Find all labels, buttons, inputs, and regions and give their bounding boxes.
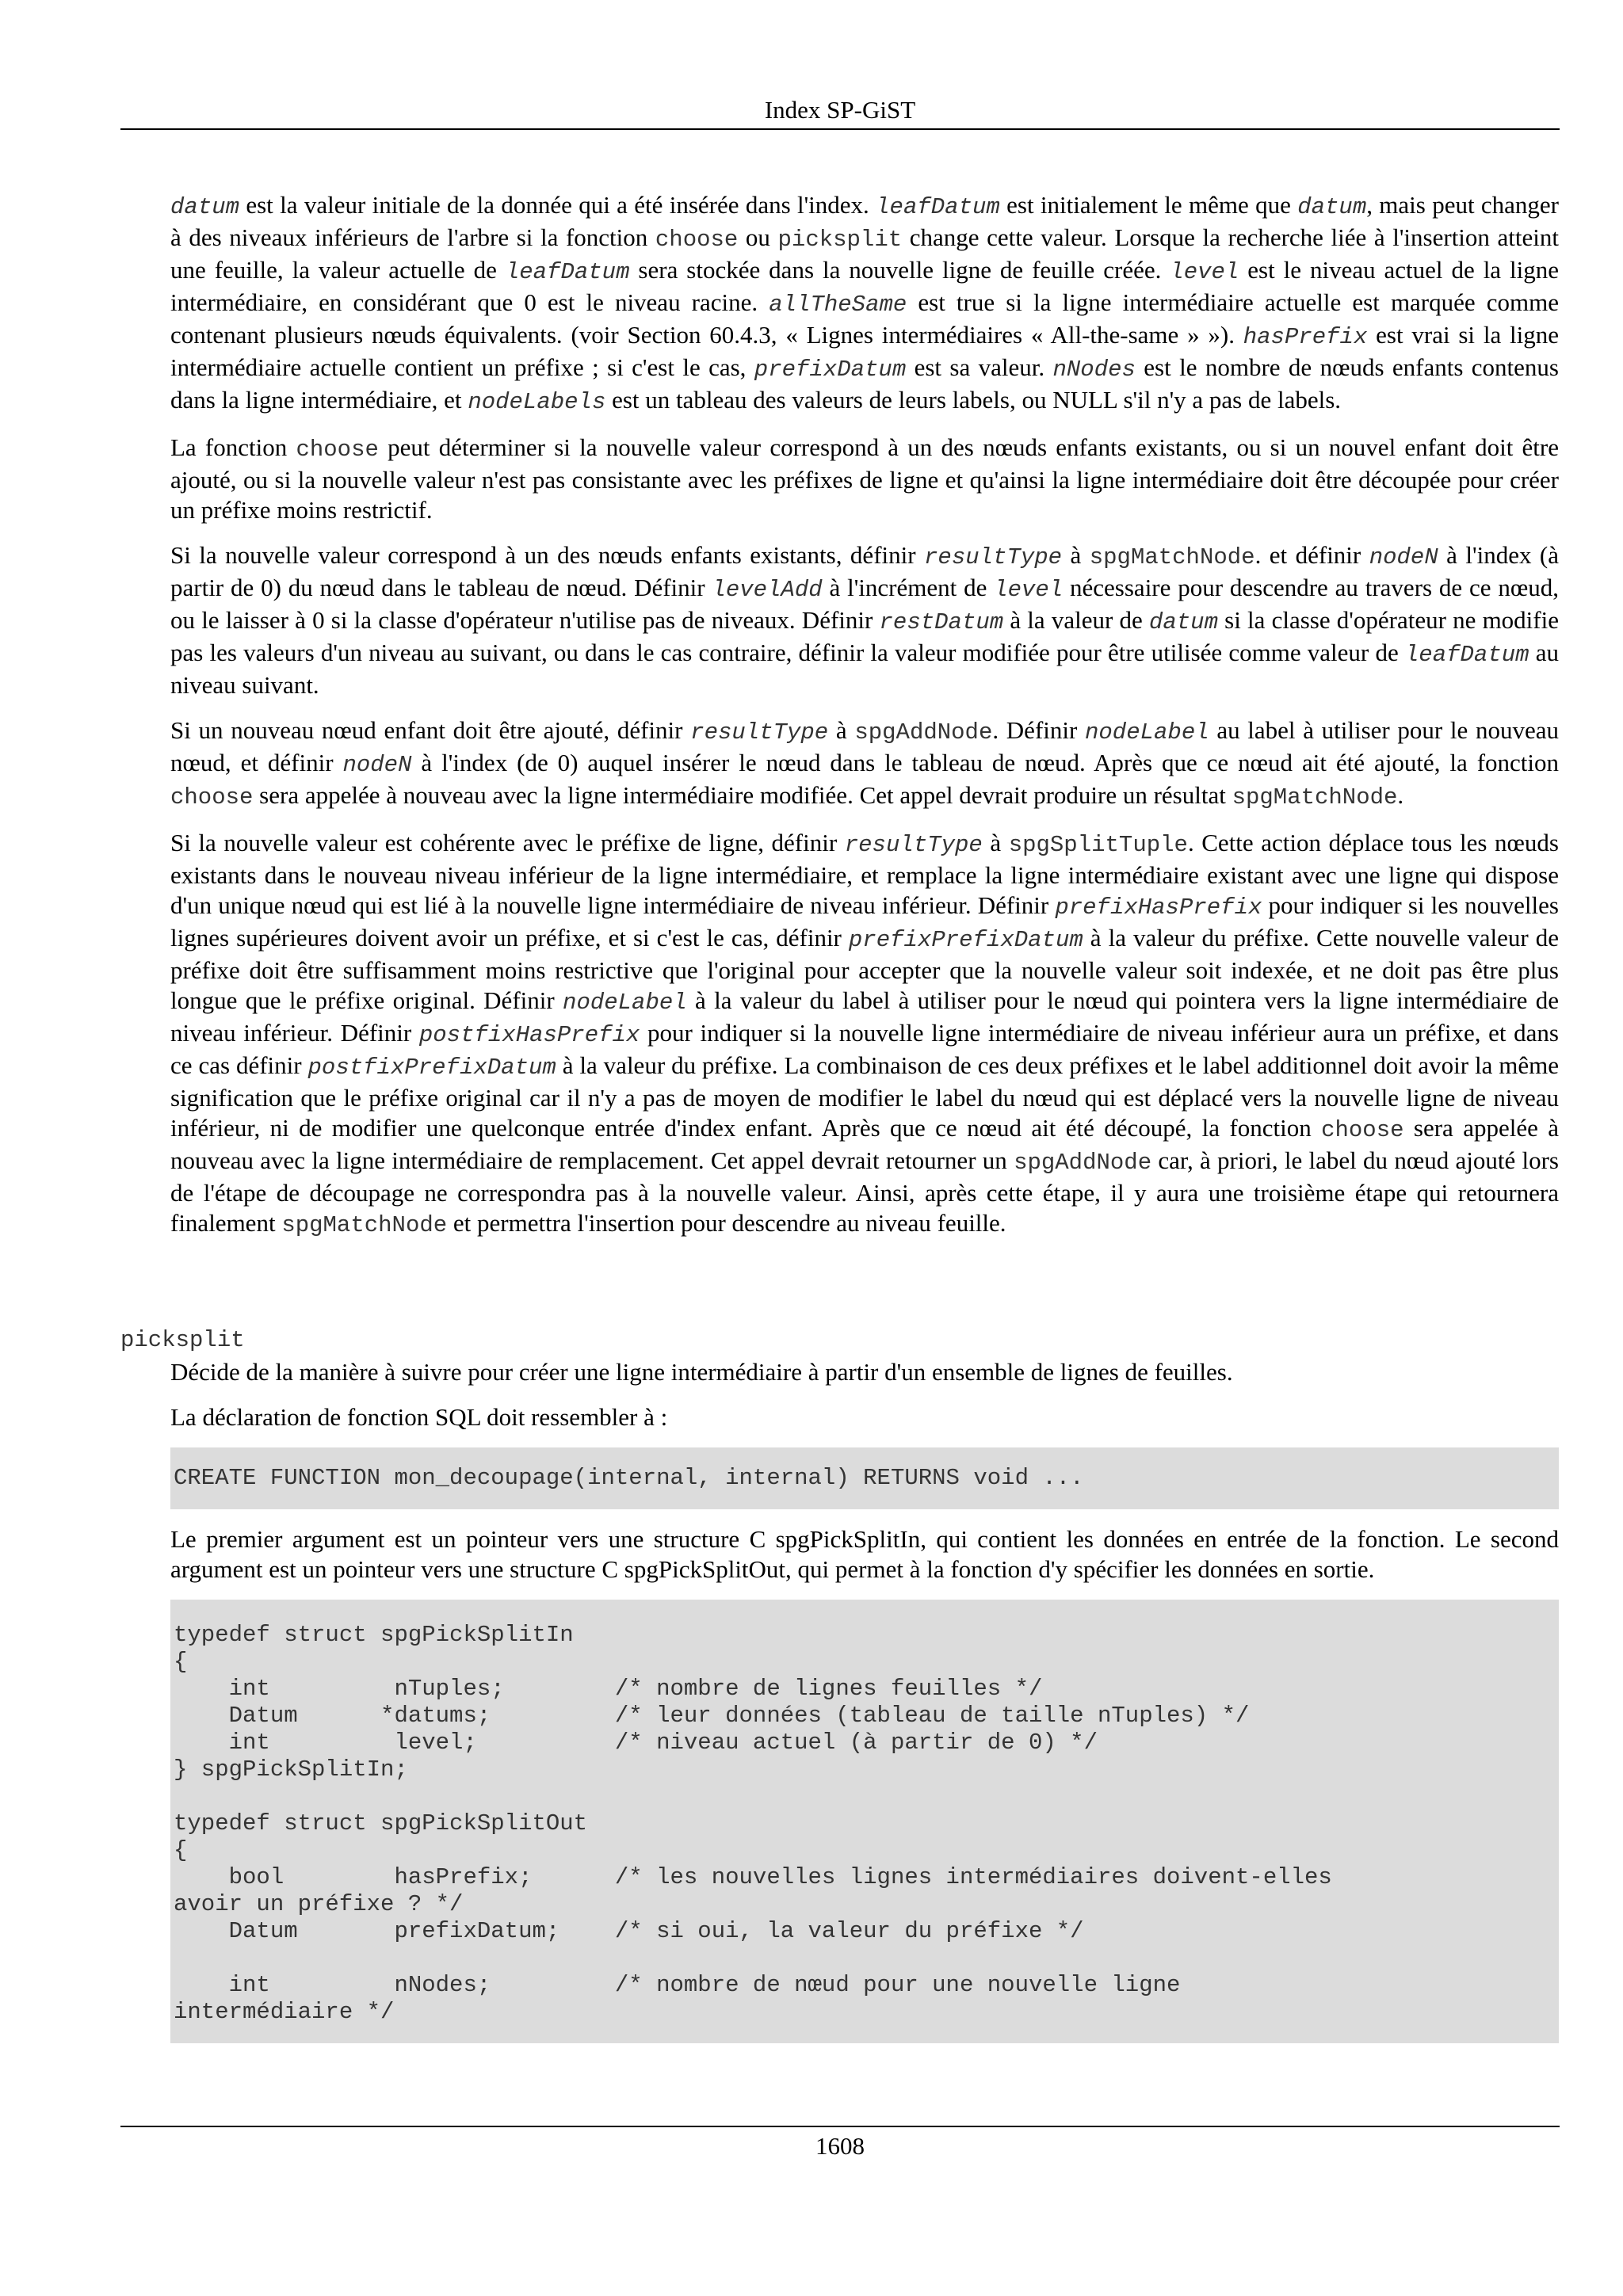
picksplit-term: picksplit (120, 1327, 245, 1353)
declaration-intro: La déclaration de fonction SQL doit ressembler à : (170, 1403, 668, 1431)
struct-definition-code: typedef struct spgPickSplitIn { int nTuples; /* nombre de lignes feuilles */ Datum *datums; /* leur données (tableau de taille nTuples) */ int level; /* niveau actuel (à partir de 0) */ } spgPickSplitIn; typedef struct spgPickSplitOut { bool hasPrefix; /* les nouvelles lignes intermédiaires doivent-elles avoir un préfixe ? */ Datum prefixDatum; /* si oui, la valeur du préfixe */ int nNodes; /* nombre de nœud pour une nouvelle ligne intermédiaire */ (170, 1600, 1559, 2043)
code-term: leafDatum (876, 194, 1000, 220)
text: nécessaire pour descendre au travers de ce nœud, ou le laisser à 0 si la classe d'opérateur n'utilise pas de niveaux. Définir (170, 574, 1560, 634)
code-term: postfixPrefixDatum (307, 1055, 556, 1081)
text: au niveau suivant. (170, 639, 1559, 699)
code-term: nodeLabel (1085, 719, 1209, 746)
code-term: leafDatum (505, 259, 630, 285)
code-term: postfixHasPrefix (418, 1022, 640, 1048)
code-term: spgAddNode (854, 719, 993, 746)
text: . et définir (1254, 541, 1369, 569)
code-term: allTheSame (769, 292, 907, 318)
paragraph-add-node (170, 715, 1559, 813)
code-term: choose (170, 784, 254, 810)
text: est le nombre de nœuds enfants contenus dans la ligne intermédiaire, et (170, 353, 1559, 414)
text: Si un nouveau nœud enfant doit être ajouté, définir (170, 716, 691, 744)
text: à (982, 829, 1009, 856)
text: pour indiquer si les nouvelles lignes supérieures doivent avoir un préfixe, et si c'est le cas, définir (170, 891, 1559, 952)
code-term: resultType (924, 544, 1063, 570)
text: Si la nouvelle valeur est cohérente avec le préfixe de ligne, définir (170, 829, 845, 856)
text: à la valeur du préfixe. La combinaison de ces deux préfixes et le label additionnel doit avoir la même signification que le préfixe original car il n'y a pas de moyen de modifier le label du nœud qui est déplacé vers la nouvelle ligne de niveau inférieur, ni de modifier une quelconque entrée d'index enfant. Après que ce nœud ait été découpé, la fonction (170, 1051, 1560, 1142)
code-term: spgSplitTuple (1008, 832, 1188, 858)
text: peut déterminer si la nouvelle valeur correspond à un des nœuds enfants existants, ou si un nouvel enfant doit être ajouté, ou si la nouvelle valeur n'est pas consistante avec les préfixes de ligne et qu'ainsi la ligne intermédiaire doit être découpée pour créer un préfixe moins restrictif. (170, 433, 1559, 524)
picksplit-description (170, 1357, 1559, 2058)
text: à (828, 716, 855, 744)
code-term: spgAddNode (1014, 1150, 1152, 1176)
text: est true si la ligne intermédiaire actuelle est marquée comme contenant plusieurs nœuds équivalents. (voir Section 60.4.3, « Lignes intermédiaires « All-the-same » »). (170, 288, 1559, 349)
code-term: level (994, 577, 1064, 603)
text: est sa valeur. (906, 353, 1053, 381)
running-header: Index SP-GiST (764, 96, 916, 124)
text: sera stockée dans la nouvelle ligne de feuille créée. (629, 256, 1170, 284)
text: si la classe d'opérateur ne modifie pas les valeurs d'un niveau au suivant, ou dans le cas contraire, définir la valeur modifiée pour être utilisée comme valeur de (170, 606, 1559, 666)
code-term: spgMatchNode (1089, 544, 1255, 570)
choose-description (170, 190, 1559, 1256)
text: à la valeur du label à utiliser pour le nœud qui pointera vers la ligne intermédiaire de niveau inférieur. Définir (170, 986, 1559, 1047)
text: ou (738, 223, 778, 251)
text: est initialement le même que (999, 191, 1298, 219)
text: est la valeur initiale de la donnée qui a été insérée dans l'index. (239, 191, 876, 219)
text: est un tableau des valeurs de leurs labels, ou NULL s'il n'y a pas de labels. (605, 386, 1342, 414)
code-term: datum (170, 194, 240, 220)
text: , mais peut changer à des niveaux inférieurs de l'arbre si la fonction (170, 191, 1559, 251)
code-term: nodeLabel (563, 990, 687, 1016)
code-term: leafDatum (1404, 642, 1529, 668)
code-term: spgMatchNode (1232, 784, 1398, 810)
text: . Cette action déplace tous les nœuds existants dans le nouveau niveau inférieur de la ligne intermédiaire, et remplace la ligne intermédiaire existant avec une ligne qui dispose d'un unique nœud qui est lié à la nouvelle ligne intermédiaire de niveau inférieur. Définir (170, 829, 1559, 919)
text: est vrai si la ligne intermédiaire actuelle contient un préfixe ; si c'est le cas, (170, 321, 1559, 381)
text: . Définir (992, 716, 1085, 744)
code-term: prefixDatum (754, 357, 907, 383)
code-term: nodeN (1369, 544, 1438, 570)
text: sera appelée à nouveau avec la ligne intermédiaire modifiée. Cet appel devrait produire un résultat (253, 781, 1232, 809)
text: pour indiquer si la nouvelle ligne intermédiaire de niveau inférieur aura un préfixe, et dans ce cas définir (170, 1019, 1559, 1079)
code-term: hasPrefix (1243, 324, 1368, 350)
text: sera appelée à nouveau avec la ligne intermédiaire de remplacement. Cet appel devrait retourner un (170, 1114, 1559, 1174)
text: et permettra l'insertion pour descendre au niveau feuille. (447, 1209, 1006, 1237)
text: car, à priori, le label du nœud ajouté lors de l'étape de découpage ne correspondra pas à la nouvelle valeur. Ainsi, après cette étape, il y aura une troisième étape qui retournera finalement (170, 1146, 1559, 1237)
text: La fonction (170, 433, 296, 461)
text: est le niveau actuel de la ligne intermédiaire, en considérant que 0 est le niveau racine. (170, 256, 1560, 316)
text: à l'index (à partir de 0) du nœud dans le tableau de nœud. Définir (170, 541, 1559, 601)
text: à l'incrément de (822, 574, 995, 601)
paragraph-choose-outcomes (170, 433, 1559, 525)
page-number: 1608 (815, 2132, 865, 2160)
text: au label à utiliser pour le nouveau nœud, et définir (170, 716, 1559, 776)
code-term: nNodes (1052, 357, 1136, 383)
code-term: nodeLabels (468, 389, 606, 415)
paragraph-choose-inputs (170, 190, 1559, 418)
code-term: resultType (690, 719, 829, 746)
code-term: choose (655, 227, 739, 253)
header-rule (120, 128, 1560, 130)
code-term: level (1170, 259, 1239, 285)
text: . (1397, 781, 1404, 809)
code-term: choose (296, 437, 379, 463)
code-term: picksplit (777, 227, 903, 253)
text: change cette valeur. Lorsque la recherche liée à l'insertion atteint une feuille, la valeur actuelle de (170, 223, 1559, 284)
paragraph-match-node (170, 540, 1559, 700)
text: à la valeur de (1003, 606, 1149, 634)
code-term: restDatum (879, 609, 1004, 635)
code-term: resultType (844, 832, 983, 858)
code-term: prefixHasPrefix (1055, 894, 1262, 921)
code-term: nodeN (342, 752, 412, 778)
code-term: spgMatchNode (281, 1212, 448, 1238)
text: à la valeur du préfixe. Cette nouvelle valeur de préfixe doit être suffisamment moins restrictive que l'original pour accepter que la nouvelle valeur soit indexée, et ne doit pas être plus longue que le préfixe original. Définir (170, 924, 1559, 1014)
paragraph-split-tuple (170, 828, 1559, 1241)
sql-declaration-code: CREATE FUNCTION mon_decoupage(internal, internal) RETURNS void ... (170, 1447, 1559, 1509)
code-term: prefixPrefixDatum (848, 927, 1083, 953)
text: à l'index (de 0) auquel insérer le nœud dans le tableau de nœud. Après que ce nœud ait été ajouté, la fonction (411, 749, 1560, 776)
code-term: choose (1321, 1117, 1404, 1143)
footer-rule (120, 2126, 1560, 2127)
code-term: datum (1148, 609, 1218, 635)
text: Si la nouvelle valeur correspond à un des nœuds enfants existants, définir (170, 541, 925, 569)
picksplit-summary: Décide de la manière à suivre pour créer une ligne intermédiaire à partir d'un ensemble de lignes de feuilles. (170, 1358, 1233, 1386)
arguments-description: Le premier argument est un pointeur vers une structure C spgPickSplitIn, qui contient les données en entrée de la fonction. Le second argument est un pointeur vers une structure C spgPickSplitOut, qui permet à la fonction d'y spécifier les données en sortie. (170, 1525, 1559, 1583)
text: à (1062, 541, 1090, 569)
code-term: levelAdd (712, 577, 823, 603)
code-term: datum (1297, 194, 1367, 220)
